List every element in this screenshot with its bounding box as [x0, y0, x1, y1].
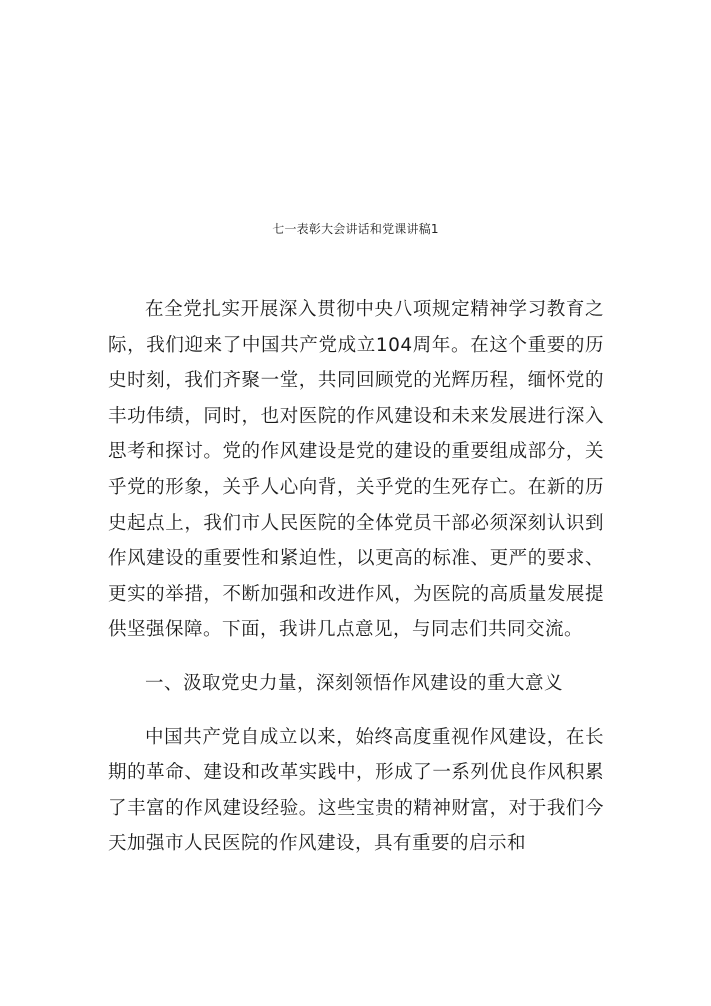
body-paragraph-section-1: 中国共产党自成立以来，始终高度重视作风建设，在长期的革命、建设和改革实践中，形成了一系列优良作风积累了丰富的作风建设经验。这些宝贵的精神财富，对于我们今天加强市人民医院的作风建设，具有重要的启示和 — [108, 726, 604, 855]
body-paragraph-intro: 在全党扎实开展深入贯彻中央八项规定精神学习教育之际，我们迎来了中国共产党成立104周年。在这个重要的历史时刻，我们齐聚一堂，共同回顾党的光辉历程，缅怀党的丰功伟绩，同时，也对医院的作风建设和未来发展进行深入思考和探讨。党的作风建设是党的建设的重要组成部分，关乎党的形象，关乎人心向背，关乎党的生死存亡。在新的历史起点上，我们市人民医院的全体党员干部必须深刻认识到作风建设的重要性和紧迫性，以更高的标准、更严的要求、更实的举措，不断加强和改进作风，为医院的高质量发展提供坚强保障。下面，我讲几点意见，与同志们共同交流。 — [108, 299, 604, 641]
document-body — [108, 292, 604, 862]
section-heading-1: 一、汲取党史力量，深刻领悟作风建设的重大意义 — [145, 672, 564, 694]
document-title: 七一表彰大会讲话和党课讲稿1 — [272, 222, 439, 236]
